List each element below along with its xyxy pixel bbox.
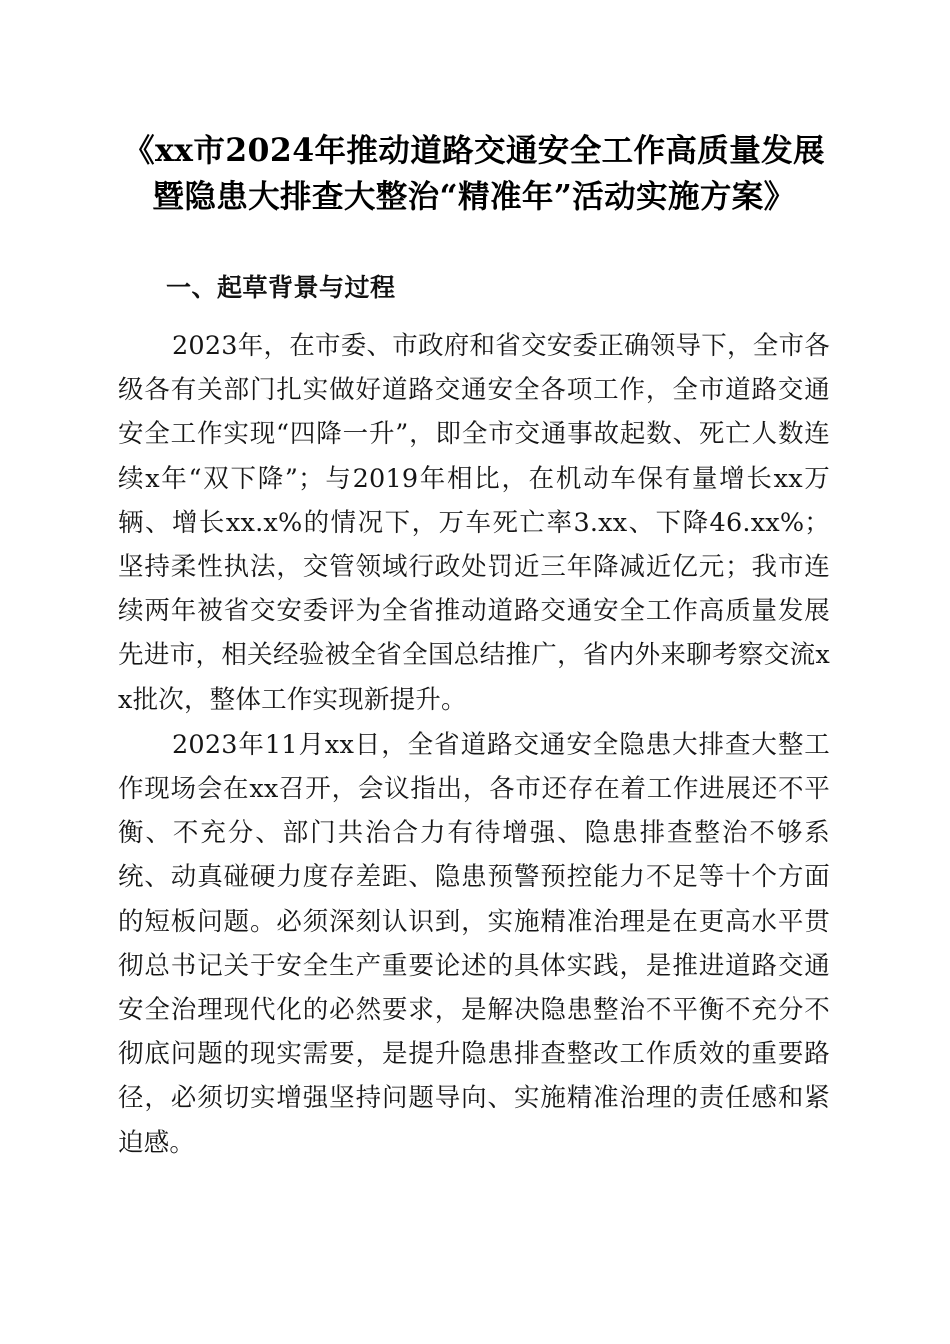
document-body xyxy=(118,0,830,1165)
paragraph-1: 2023年，在市委、市政府和省交安委正确领导下，全市各级各有关部门扎实做好道路交通安全各项工作，全市道路交通安全工作实现“四降一升”，即全市交通事故起数、死亡人数连续x年“双下降”；与2019年相比，在机动车保有量增长xx万辆、增长xx.x%的情况下，万车死亡率3.xx、下降46.xx%；坚持柔性执法，交管领域行政处罚近三年降减近亿元；我市连续两年被省交安委评为全省推动道路交通安全工作高质量发展先进市，相关经验被全省全国总结推广，省内外来聊考察交流xx批次，整体工作实现新提升。 xyxy=(118,331,830,715)
page-title: 《xx市2024年推动道路交通安全工作高质量发展暨隐患大排查大整治“精准年”活动实施方案》 xyxy=(123,132,825,215)
section-heading-1: 一、起草背景与过程 xyxy=(166,273,396,302)
paragraph-2: 2023年11月xx日，全省道路交通安全隐患大排查大整工作现场会在xx召开，会议指出，各市还存在着工作进展还不平衡、不充分、部门共治合力有待增强、隐患排查整治不够系统、动真碰硬力度存差距、隐患预警预控能力不足等十个方面的短板问题。必须深刻认识到，实施精准治理是在更高水平贯彻总书记关于安全生产重要论述的具体实践，是推进道路交通安全治理现代化的必然要求，是解决隐患整治不平衡不充分不彻底问题的现实需要，是提升隐患排查整改工作质效的重要路径，必须切实增强坚持问题导向、实施精准治理的责任感和紧迫感。 xyxy=(118,729,830,1158)
